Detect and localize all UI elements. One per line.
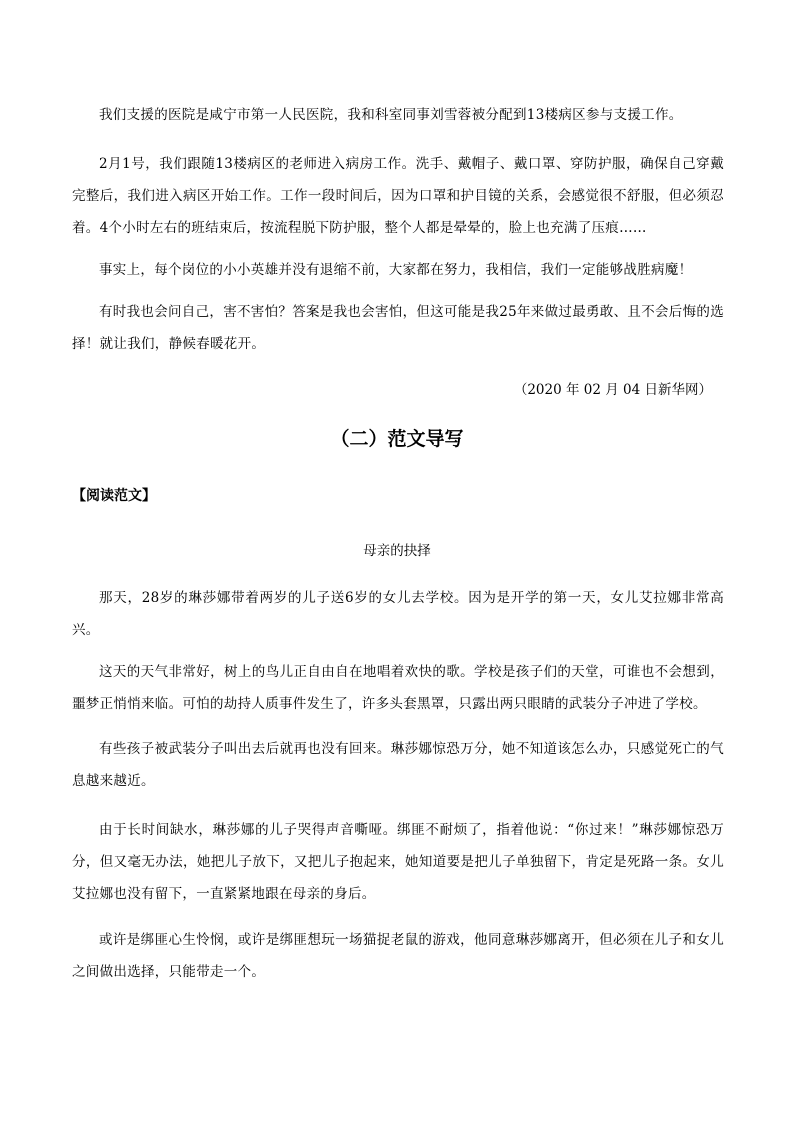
- section-heading: （二）范文导写: [330, 428, 464, 450]
- source-citation: （2020 年 02 月 04 日新华网）: [513, 382, 712, 398]
- reading-label: 【阅读范文】: [72, 488, 156, 504]
- article-paragraph: 由于长时间缺水，琳莎娜的儿子哭得声音嘶哑。绑匪不耐烦了，指着他说：“你过来！”琳莎娜惊恐万分，但又毫无办法，她把儿子放下，又把儿子抱起来，她知道要是把儿子单独留下，肯定是死路一条。女儿艾拉娜也没有留下，一直紧紧地跟在母亲的身后。: [72, 822, 724, 902]
- article-paragraph: 那天，28岁的琳莎娜带着两岁的儿子送6岁的女儿去学校。因为是开学的第一天，女儿艾拉娜非常高兴。: [72, 590, 724, 638]
- article-title: 母亲的抉择: [363, 543, 431, 559]
- article-paragraph: 或许是绑匪心生怜悯，或许是绑匪想玩一场猫捉老鼠的游戏，他同意琳莎娜离开，但必须在儿子和女儿之间做出选择，只能带走一个。: [72, 932, 724, 980]
- body-paragraph: 我们支援的医院是咸宁市第一人民医院，我和科室同事刘雪蓉被分配到13楼病区参与支援工作。: [99, 107, 683, 123]
- body-paragraph: 事实上，每个岗位的小小英雄并没有退缩不前，大家都在努力，我相信，我们一定能够战胜病魔！: [99, 262, 693, 278]
- body-paragraph: 2月1号，我们跟随13楼病区的老师进入病房工作。洗手、戴帽子、戴口罩、穿防护服，确保自己穿戴完整后，我们进入病区开始工作。工作一段时间后，因为口罩和护目镜的关系，会感觉很不舒服，但必须忍着。4个小时左右的班结束后，按流程脱下防护服，整个人都是晕晕的，脸上也充满了压痕……: [72, 156, 724, 236]
- body-paragraph: 有时我也会问自己，害不害怕？答案是我也会害怕，但这可能是我25年来做过最勇敢、且不会后悔的选择！就让我们，静候春暖花开。: [72, 304, 724, 352]
- article-paragraph: 这天的天气非常好，树上的鸟儿正自由自在地唱着欢快的歌。学校是孩子们的天堂，可谁也不会想到，噩梦正悄悄来临。可怕的劫持人质事件发生了，许多头套黑罩，只露出两只眼睛的武装分子冲进了学校。: [72, 664, 724, 712]
- article-paragraph: 有些孩子被武装分子叫出去后就再也没有回来。琳莎娜惊恐万分，她不知道该怎么办，只感觉死亡的气息越来越近。: [72, 741, 724, 789]
